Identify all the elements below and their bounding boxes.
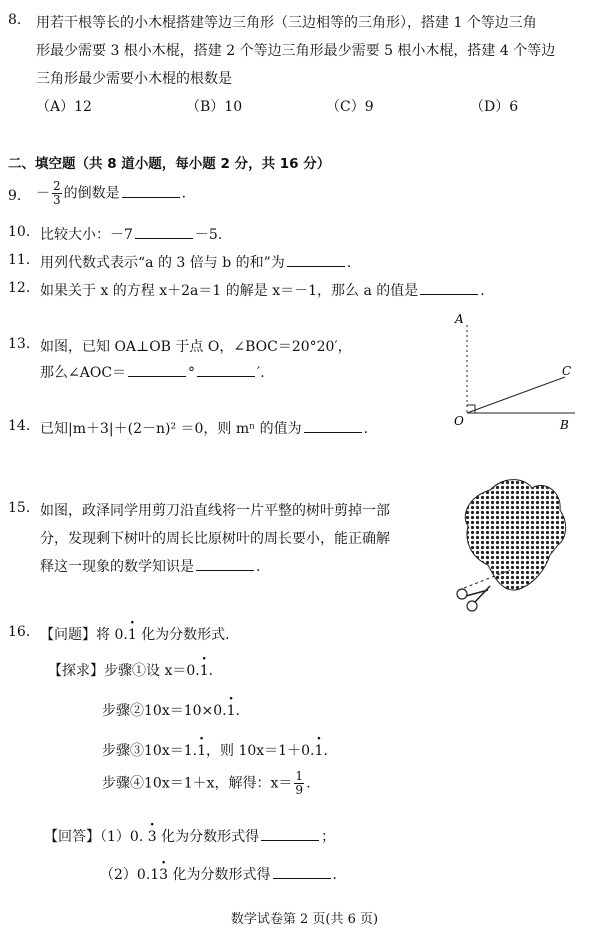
q13-angle-figure — [440, 305, 580, 435]
q8-line3: 三角形最少需要小木棍的根数是 — [36, 71, 232, 87]
ray-oc — [467, 377, 565, 413]
q16-problem-text: 将 0. — [96, 627, 128, 643]
q11-number: 11. — [8, 252, 31, 268]
q14-answer-blank[interactable] — [304, 418, 362, 433]
q8-line2: 形最少需要 3 根小木棍，搭建 2 个等边三角形最少需要 5 根小木棍，搭建 4 个等边 — [36, 43, 556, 59]
repeating-digit: 1 · — [200, 663, 209, 679]
q12-content — [40, 280, 485, 300]
q9-answer-blank[interactable] — [122, 183, 180, 198]
leaf-icon — [465, 480, 565, 590]
q8-line1: 用若干根等长的小木棍搭建等边三角形（三边相等的三角形），搭建 1 个等边三角 — [36, 15, 537, 31]
q9-content — [36, 180, 186, 207]
q14-text: 已知|m＋3|＋(2－n)² ＝0，则 mⁿ 的值为 — [40, 421, 302, 437]
q16-problem-end: 化为分数形式. — [141, 627, 230, 643]
repeating-digit: 3 · — [159, 867, 168, 883]
q12-text: 如果关于 x 的方程 x＋2a＝1 的解是 x＝－1，那么 a 的值是 — [40, 283, 419, 299]
q8-option-d: （D）6 — [470, 99, 519, 115]
q16-ans2-blank[interactable] — [273, 864, 331, 879]
frac-num: 1 — [295, 769, 304, 783]
q16-ans1-text2: 化为分数形式得 — [161, 829, 260, 845]
q16-ans2-text: （2）0.1 — [100, 867, 160, 883]
q16-step2-end: . — [235, 703, 240, 719]
q9-sign: － — [36, 185, 50, 202]
repeating-digit: 1 · — [314, 743, 323, 759]
q8-option-a: （A）12 — [36, 99, 92, 115]
repeating-digit: 1 · — [128, 627, 137, 643]
q15-end: . — [256, 559, 261, 575]
q16-step2-text: 步骤②10x＝10×0. — [102, 703, 227, 719]
q16-explore — [48, 660, 213, 680]
q16-ans1-text: （1）0. — [100, 829, 144, 845]
q12-answer-blank[interactable] — [420, 280, 478, 295]
q13-degree-blank[interactable] — [128, 362, 186, 377]
q16-explore-label: 【探求】 — [48, 663, 104, 679]
q16-step3 — [102, 740, 328, 760]
q9-fraction — [52, 180, 62, 207]
q11-answer-blank[interactable] — [287, 252, 345, 267]
q16-answer1 — [44, 826, 335, 846]
label-b: B — [560, 418, 569, 432]
section-fill-in-title: 二、填空题（共 8 道小题，每小题 2 分，共 16 分） — [8, 156, 331, 172]
q15-number: 15. — [8, 500, 31, 516]
q16-step1-end: . — [208, 663, 214, 679]
q16-step4-end: . — [306, 775, 311, 792]
q11-end: . — [346, 255, 352, 271]
q15-line1: 如图，政泽同学用剪刀沿直线将一片平整的树叶剪掉一部 — [40, 503, 390, 519]
q13-deg: ° — [188, 365, 196, 381]
page-footer: 数学试卷第 2 页(共 6 页) — [230, 912, 379, 927]
repeating-digit: 3 · — [148, 829, 157, 845]
q14-content — [40, 418, 368, 438]
q13-number: 13. — [8, 336, 31, 352]
q15-line2: 分，发现剩下树叶的周长比原树叶的周长要小，能正确解 — [40, 531, 390, 547]
label-a: A — [455, 312, 464, 326]
scissors-icon — [457, 586, 490, 611]
q16-step3-end: . — [323, 743, 328, 759]
q10-text: 比较大小：－7 — [40, 227, 133, 243]
q9-text: 的倒数是 — [63, 185, 120, 202]
q8-option-b: （B）10 — [186, 99, 243, 115]
q9-number: 9. — [8, 188, 22, 204]
q8-option-c: （C）9 — [326, 99, 374, 115]
q12-end: . — [480, 283, 485, 299]
q10-number: 10. — [8, 224, 31, 240]
q16-step4-text: 步骤④10x＝1＋x，解得：x＝ — [102, 775, 293, 792]
q13-line2 — [40, 362, 265, 382]
repeating-digit: 1 · — [227, 703, 236, 719]
q16-problem — [40, 624, 230, 644]
q9-frac-den: 3 — [53, 193, 61, 207]
q16-step4 — [102, 770, 311, 797]
q10-answer-blank[interactable] — [135, 224, 193, 239]
q9-frac-num: 2 — [53, 179, 61, 193]
q16-step3-text2: ，则 10x＝1＋0. — [206, 743, 315, 759]
q15-line3 — [40, 556, 260, 576]
q9-end: . — [181, 185, 187, 202]
q13-min: ′. — [257, 365, 265, 381]
leaf-scissors-figure — [450, 470, 580, 620]
q15-answer-blank[interactable] — [196, 556, 254, 571]
q14-number: 14. — [8, 418, 31, 434]
q16-answer-label: 【回答】 — [44, 829, 100, 845]
q16-ans1-blank[interactable] — [261, 826, 319, 841]
q16-ans2-end: . — [332, 867, 337, 883]
q11-text: 用列代数式表示“a 的 3 倍与 b 的和”为 — [40, 255, 285, 271]
q16-problem-label: 【问题】 — [40, 627, 96, 643]
q15-line3-text: 释这一现象的数学知识是 — [40, 559, 194, 575]
q16-ans1-end: ； — [321, 829, 336, 845]
q16-step3-text: 步骤③10x＝1. — [102, 743, 198, 759]
label-c: C — [562, 364, 572, 378]
q13-line2-text: 那么∠AOC＝ — [40, 365, 127, 381]
q8-number: 8. — [8, 12, 22, 28]
q16-number: 16. — [8, 624, 31, 640]
q12-number: 12. — [8, 280, 31, 296]
q16-step4-fraction — [294, 770, 304, 797]
q11-content — [40, 252, 351, 272]
q14-end: . — [363, 421, 369, 437]
q16-step1: 步骤①设 x＝0. — [104, 663, 200, 679]
q16-answer2 — [100, 864, 337, 884]
q16-ans2-text2: 化为分数形式得 — [172, 867, 271, 883]
q13-minute-blank[interactable] — [197, 362, 255, 377]
q10-after: －5. — [194, 227, 223, 243]
frac-den: 9 — [295, 783, 304, 797]
label-o: O — [454, 414, 464, 428]
q16-step2 — [102, 700, 240, 720]
repeating-digit: 1 · — [197, 743, 206, 759]
q10-content — [40, 224, 222, 244]
q13-line1: 如图，已知 OA⊥OB 于点 O，∠BOC＝20°20′， — [40, 339, 352, 355]
